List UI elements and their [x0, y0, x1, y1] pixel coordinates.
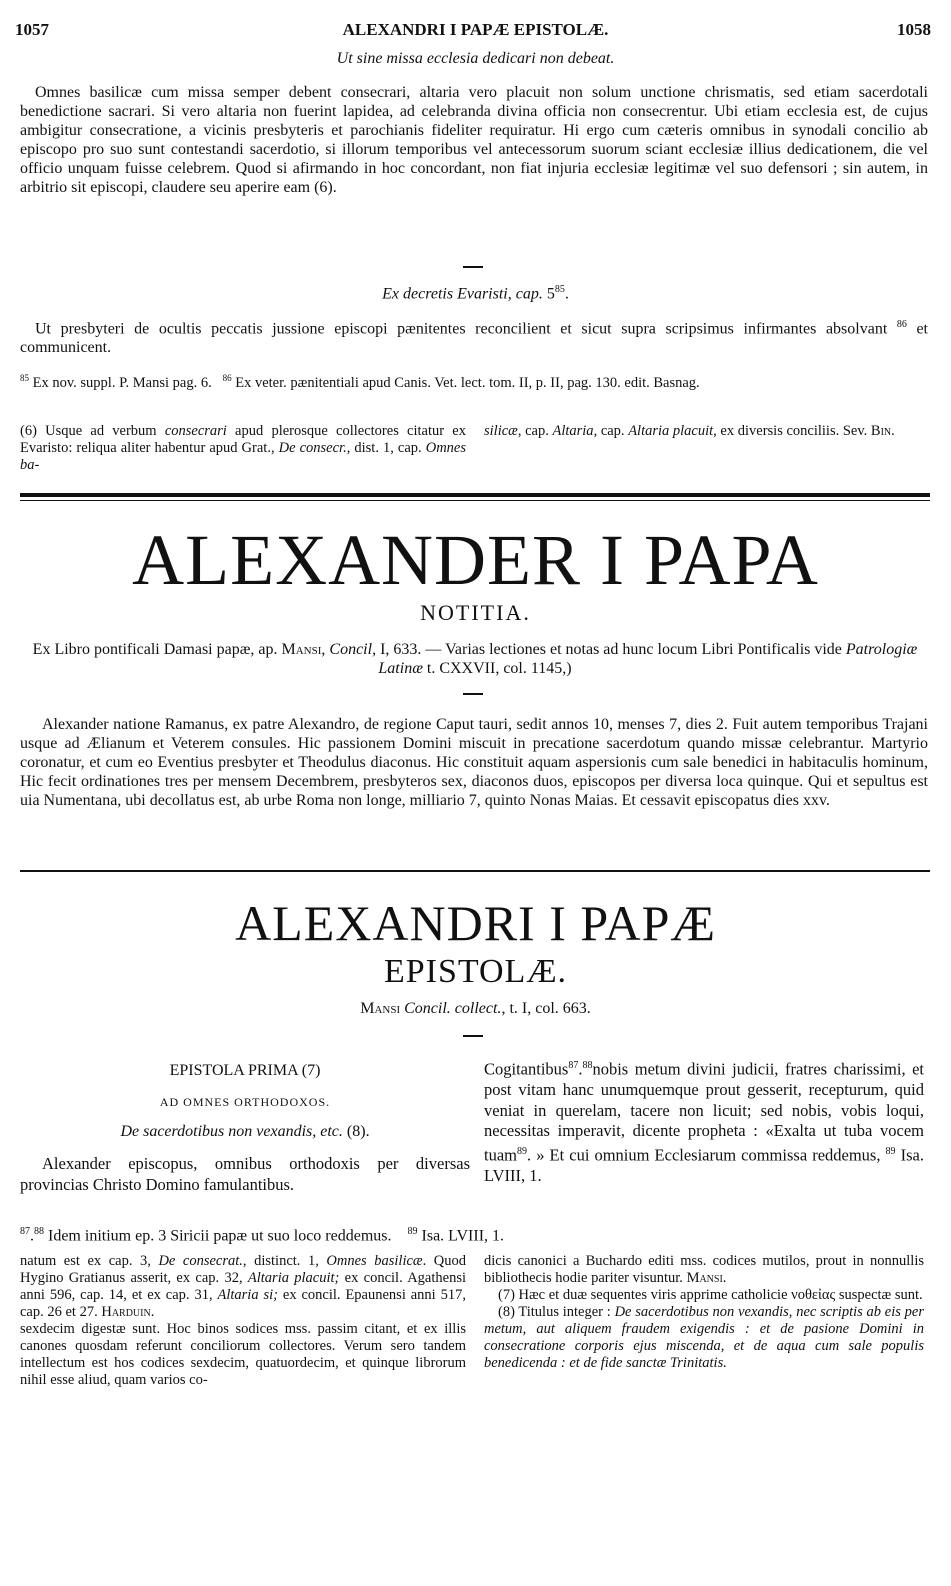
divider-dash: [463, 693, 483, 695]
note-8-italic: De sacerdotibus non vexandis, nec scriptis ab eis per metum, aut aliquem fraudem exigendis : et de pasione Domini in consecratione corporis ejus miscenda, et de aqua cum sale populis benedicenda : et de fide sanctæ Trinitatis.: [484, 1304, 924, 1371]
footnote-sep: .: [30, 1227, 34, 1245]
footnote-mark: 88: [34, 1226, 44, 1237]
note-6-right: [484, 423, 924, 440]
decree-body: [20, 315, 928, 357]
section-heading: Ut sine missa ecclesia dedicari non debeat.: [336, 50, 615, 67]
footnote-87-88-89: [20, 1222, 925, 1245]
source-smallcaps: Mansi: [360, 1000, 401, 1017]
footnote-ref: 86: [896, 319, 907, 330]
note-italic: Altaria si;: [217, 1287, 278, 1303]
note-italic: Altaria placuit;: [247, 1270, 340, 1286]
notitia-title: ALEXANDER I PAPA: [132, 520, 819, 600]
epistolae-subtitle: EPISTOLÆ.: [383, 953, 568, 990]
note-italic: Omnes ba-: [20, 440, 466, 473]
footnote-ref: 89: [885, 1145, 896, 1157]
divider-dash: [463, 1035, 483, 1037]
note-italic: Altaria placuit: [628, 423, 714, 439]
source-text: t. CXXVII, col. 1145,): [422, 660, 572, 677]
note-smallcaps: Harduin.: [101, 1304, 155, 1320]
decree-heading-end: .: [564, 285, 569, 303]
note-text: ex concil. Epaunensi anni 517, cap. 26 et 27.: [20, 1287, 466, 1320]
note-text: , distinct. 1,: [242, 1253, 327, 1269]
notitia-subtitle: NOTITIA.: [420, 600, 531, 625]
epistola-text-start: Cogitantibus: [484, 1059, 569, 1079]
note-text: dicis canonici a Buchardo editi mss. codices mutilos, prout in nonnullis bibliothecis hodie pariter visuntur.: [484, 1253, 924, 1286]
note-text: ex concil. Agathensi anni 596, cap. 14, et ex cap. 31,: [20, 1270, 466, 1303]
notitia-body: Alexander natione Ramanus, ex patre Alexandro, de regione Caput tauri, sedit annos 10, menses 7, dies 2. Fuit autem temporibus Trajani usque ad Ælianum et Veterem consules. Hic passionem Domini miscuit in precatione sacerdotum quando missæ celebrantur. Martyrio coronatur, et cum eo Eventius presbyter et Theodulus diaconus. Hic constituit aquam aspersionis cum sale benedici in habitaculis hominum, Hic fecit ordinationes tres per mensem Decembrem, presbyteros sex, diaconos duos, episcopos per diversa loca quinque. Qui et sepultus est uia Numentana, ubi decollatus est, ab urbe Roma non longe, milliario 7, quinto Nonas Maias. Et cessavit episcopatus dies xxv.: [20, 716, 928, 809]
epistola-text-end: Isa. LVIII, 1.: [484, 1145, 924, 1185]
footnote-ref: 87: [568, 1060, 579, 1071]
thin-rule: [20, 500, 930, 501]
epistola-text-cont: . » Et cui omnium Ecclesiarum commissa reddemus,: [527, 1145, 886, 1164]
decree-body-text: Ut presbyteri de ocultis peccatis jussione episcopi pænitentes reconcilient et sicut supra scripsimus infirmantes absolvant: [35, 320, 897, 338]
source-smallcaps: Mansi: [281, 641, 322, 658]
epistola-text-main: nobis metum divini judicii, fratres charissimi, et post vitam hanc unumquemque prout gesserit, recepturum, quid veniat in querelam, tacere non licuit; sed nobis, vobis loqui, necessitas imperavit, dicente propheta : «Exalta ut tuba vocem tuam: [484, 1059, 924, 1164]
epistolae-source: [0, 1000, 951, 1018]
footnote-ref: 88: [582, 1060, 593, 1071]
footnote-text: Idem initium ep. 3 Siricii papæ ut suo loco reddemus.: [44, 1227, 392, 1245]
section-rule: [20, 870, 930, 872]
source-italic: Concil. collect.: [404, 1000, 502, 1017]
note-italic: De consecr.: [278, 440, 347, 456]
epistola-subject: [20, 1123, 470, 1141]
source-italic: Concil,: [329, 641, 377, 658]
note-text: , cap.: [593, 423, 629, 439]
footnote-86: Ex veter. pænitentiali apud Canis. Vet. lect. tom. II, p. II, pag. 130. edit. Basnag.: [231, 374, 700, 391]
column-number-right: 1058: [897, 20, 931, 39]
note-7: (7) Hæc et duæ sequentes viris apprime catholicie νοθεἰας suspectæ sunt.: [498, 1287, 923, 1303]
footnote-mark: 86: [222, 373, 232, 383]
note-smallcaps: Bin.: [870, 423, 895, 439]
bottom-note-right: [484, 1253, 924, 1372]
footnote-sep: .: [578, 1059, 583, 1079]
decree-heading-cap: cap.: [515, 285, 547, 303]
footnote-text: Isa. LVIII, 1.: [417, 1227, 505, 1245]
note-text: , ex diversis conciliis. Sev.: [713, 423, 871, 439]
footnote-85: Ex nov. suppl. P. Mansi pag. 6.: [29, 374, 212, 391]
section-body: Omnes basilicæ cum missa semper debent consecrari, altaria vero placuit non solum unctione chrismatis, sed etiam sacerdotali benedictione sacrari. Si vero altaria non fuerint lapidea, ad celebranda divina officia non consecrentur. Ubi etiam ecclesia est, de cujus ambigitur consecratione, a vicinis presbyteris et parochianis fideliter requiratur. Hi ergo cum cæteris omnibus in synodali concilio ab episcopo pro suo sunt contestandi sacerdotio, si illorum temporibus vel antecessorum suorum sciant ecclesiæ illius dedicationem, die vel officio unquam fuisse celebrem. Quod si afirmando in hoc concordant, non fiat injuria ecclesiæ legitimæ vel suo defensori ; sin autem, in arbitrio sit episcopi, claudere seu aperire eam (6).: [20, 84, 928, 196]
note-italic: consecrari: [164, 423, 227, 439]
column-number-left: 1057: [15, 20, 49, 39]
notitia-source: [20, 640, 930, 678]
running-title: ALEXANDRI I PAPÆ EPISTOLÆ.: [342, 20, 609, 39]
bottom-note-left: [20, 1253, 466, 1389]
footnote-mark: 85: [20, 373, 29, 383]
source-italic: Patrologiæ Latinæ: [378, 641, 918, 677]
footnote-mark: 89: [407, 1226, 418, 1237]
epistola-salutation: Alexander episcopus, omnibus orthodoxis per diversas provincias Christo Domino famulantibus.: [20, 1154, 470, 1194]
decree-heading-title: Ex decretis Evaristi,: [382, 285, 516, 303]
note-italic: Omnes basilicæ: [326, 1253, 423, 1269]
decree-heading-num: 5: [546, 285, 555, 303]
footnote-mark: 87: [20, 1226, 30, 1237]
source-text: I, 633. — Varias lectiones et notas ad hunc locum Libri Pontificalis vide: [376, 641, 846, 658]
footnotes-85-86: [20, 370, 925, 392]
note-text: , cap.: [517, 423, 553, 439]
footnote-ref: 89: [517, 1145, 527, 1157]
note-text: sexdecim digestæ sunt. Hoc binos sodices mss. passim citant, et ex illis canones quosdam referunt conciliorum collectores. Verum sero tandem intellectum est hos codices sexdecim, quatuordecim, et quinque librorum nihil esse aliud, quam varios co-: [20, 1321, 466, 1388]
note-italic: De consecrat.: [158, 1253, 243, 1269]
epistola-heading: EPISTOLA PRIMA (7): [169, 1062, 321, 1079]
divider-dash: [463, 266, 483, 268]
subject-text: (8).: [342, 1123, 370, 1140]
source-text: Ex Libro pontificali Damasi papæ, ap.: [32, 641, 282, 658]
note-text: natum est ex cap. 3,: [20, 1253, 159, 1269]
note-italic: silicæ: [484, 423, 518, 439]
heavy-rule: [20, 493, 930, 497]
note-text: , dist. 1, cap.: [346, 440, 426, 456]
epistola-text: [484, 1056, 924, 1186]
note-8: (8) Titulus integer :: [498, 1304, 615, 1320]
note-6-left: [20, 423, 466, 474]
note-text: (6) Usque ad verbum: [20, 423, 165, 439]
note-text: . Quod Hygino Gratianus asserit, ex cap. 32,: [20, 1253, 466, 1286]
source-text: ,: [321, 641, 330, 658]
footnote-ref: 85: [554, 284, 565, 295]
note-text: apud plerosque collectores citatur ex Evaristo: reliqua aliter habentur apud Grat.,: [20, 423, 466, 456]
decree-heading: [0, 284, 951, 303]
source-text: , t. I, col. 663.: [501, 1000, 591, 1017]
note-smallcaps: Mansi.: [686, 1270, 727, 1286]
subject-italic: De sacerdotibus non vexandis, etc.: [120, 1123, 343, 1140]
decree-body-end: et communicent.: [20, 320, 928, 357]
note-italic: Altaria: [552, 423, 594, 439]
epistolae-title: ALEXANDRI I PAPÆ: [235, 895, 716, 951]
epistola-addressee: AD OMNES ORTHODOXOS.: [159, 1095, 331, 1109]
